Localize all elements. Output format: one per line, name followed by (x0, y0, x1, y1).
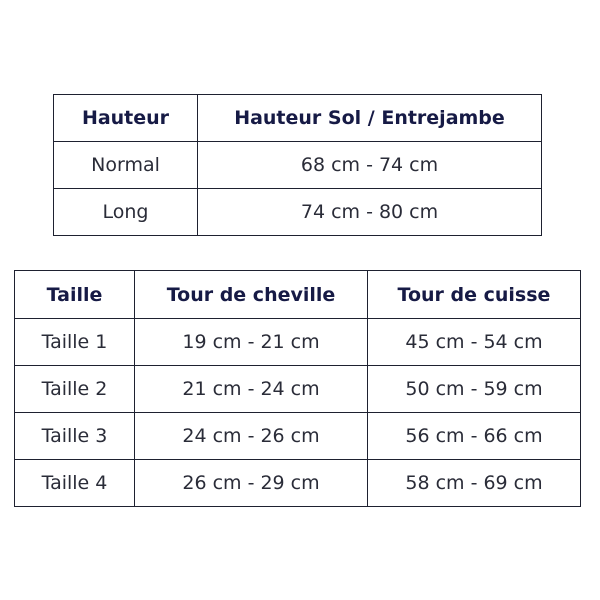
table-header-row (15, 271, 581, 319)
header-hauteur: Hauteur (54, 95, 198, 142)
thigh-range: 58 cm - 69 cm (368, 460, 581, 507)
header-taille: Taille (15, 271, 135, 319)
header-tour-cuisse: Tour de cuisse (368, 271, 581, 319)
size-label: Taille 3 (15, 413, 135, 460)
table-row (15, 319, 581, 366)
table-row (15, 366, 581, 413)
thigh-range: 56 cm - 66 cm (368, 413, 581, 460)
table-row (15, 413, 581, 460)
table-header-row (54, 95, 542, 142)
size-label: Taille 4 (15, 460, 135, 507)
size-label: Taille 2 (15, 366, 135, 413)
ankle-range: 21 cm - 24 cm (135, 366, 368, 413)
height-range: 74 cm - 80 cm (198, 189, 542, 236)
size-label: Taille 1 (15, 319, 135, 366)
height-label: Normal (54, 142, 198, 189)
height-label: Long (54, 189, 198, 236)
table-row (15, 460, 581, 507)
thigh-range: 45 cm - 54 cm (368, 319, 581, 366)
size-table (14, 270, 581, 507)
height-table (53, 94, 542, 236)
table-row (54, 189, 542, 236)
ankle-range: 26 cm - 29 cm (135, 460, 368, 507)
table-row (54, 142, 542, 189)
header-tour-cheville: Tour de cheville (135, 271, 368, 319)
header-hauteur-sol: Hauteur Sol / Entrejambe (198, 95, 542, 142)
ankle-range: 24 cm - 26 cm (135, 413, 368, 460)
ankle-range: 19 cm - 21 cm (135, 319, 368, 366)
height-range: 68 cm - 74 cm (198, 142, 542, 189)
thigh-range: 50 cm - 59 cm (368, 366, 581, 413)
